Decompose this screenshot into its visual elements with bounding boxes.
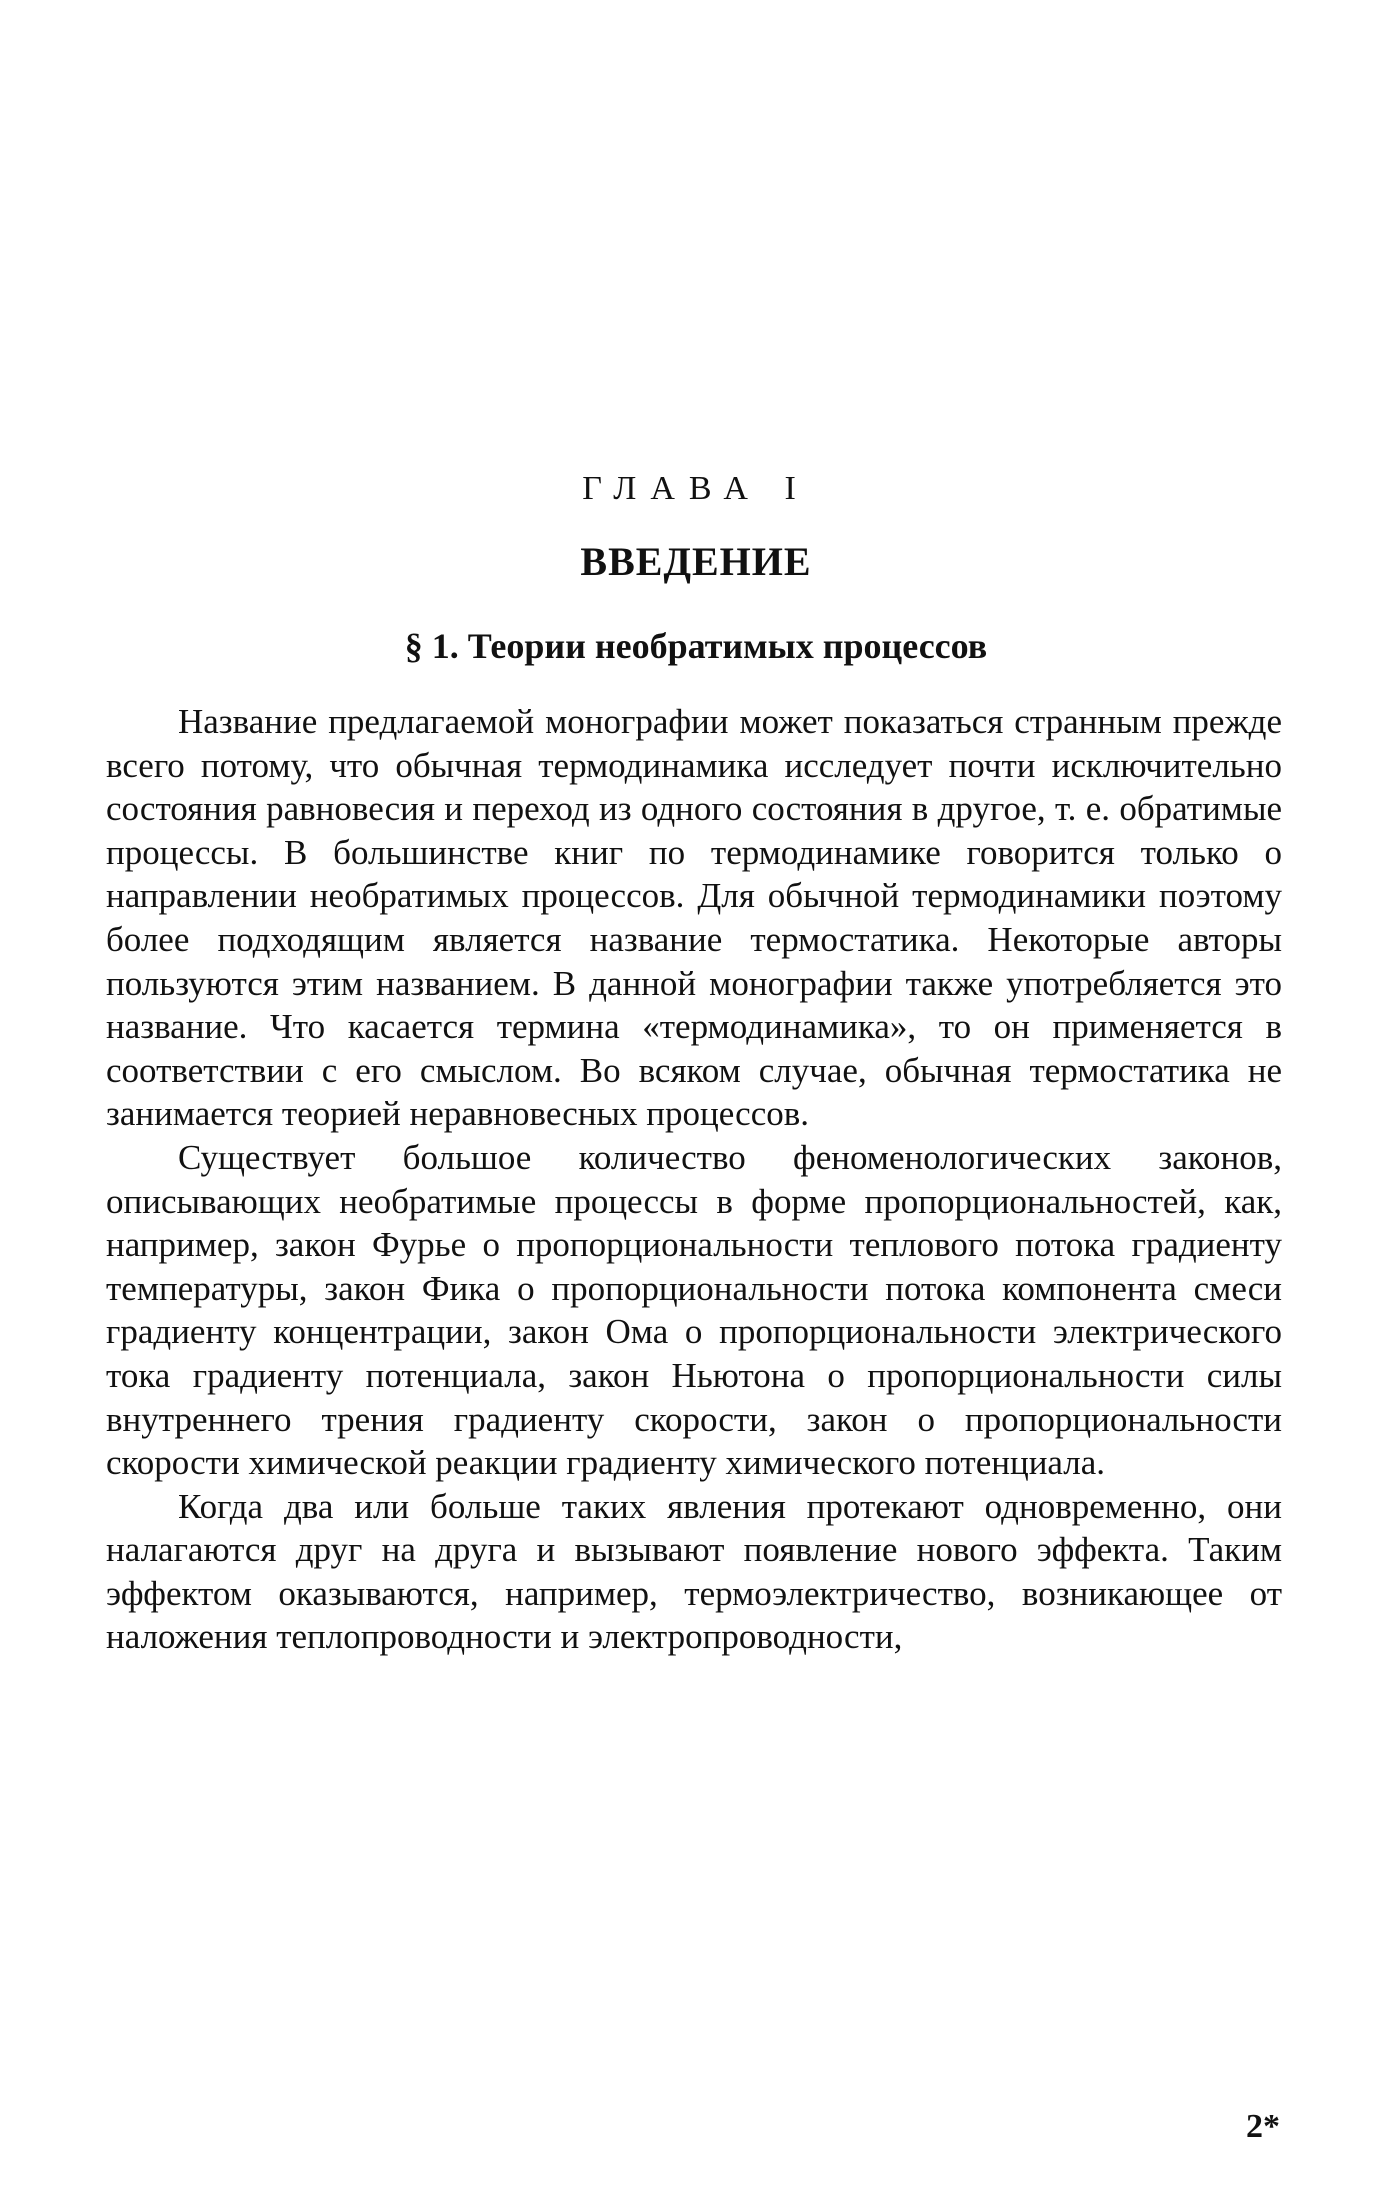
paragraph-3: Когда два или больше таких явления протекают одновременно, они налагаются друг на друга и вызывают появление нового эффекта. Таким эффектом оказываются, например, термоэлектричество, возникающее от наложения теплопроводности и электропроводности, xyxy=(106,1486,1282,1657)
paragraph-2: Существует большое количество феноменологических законов, описывающих необратимые процессы в форме пропорциональностей, как, например, закон Фурье о пропорциональности теплового потока градиенту температуры, закон Фика о пропорциональности потока компонента смеси градиенту концентрации, закон Ома о пропорциональности электрического тока градиенту потенциала, закон Ньютона о пропорциональности силы внутреннего трения градиенту скорости, закон о пропорциональности скорости химической реакции градиенту химического потенциала. xyxy=(106,1137,1282,1483)
page-number: 2* xyxy=(1246,2108,1280,2145)
paragraph-1: Название предлагаемой монографии может показаться странным прежде всего потому, что обычная термодинамика исследует почти исключительно состояния равновесия и переход из одного состояния в другое, т. е. обратимые процессы. В большинстве книг по термодинамике говорится только о направлении необратимых процессов. Для обычной термодинамики поэтому более подходящим является название термостатика. Некоторые авторы пользуются этим названием. В данной монографии также употребляется это название. Что касается термина «термодинамика», то он применяется в соответствии с его смыслом. Во всяком случае, обычная термостатика не занимается теорией неравновесных процессов. xyxy=(106,702,1282,1134)
section-title: § 1. Теории необратимых процессов xyxy=(404,626,988,666)
body-text xyxy=(106,700,1282,1659)
chapter-label: ГЛАВА I xyxy=(582,470,810,507)
chapter-title: ВВЕДЕНИЕ xyxy=(580,539,812,584)
